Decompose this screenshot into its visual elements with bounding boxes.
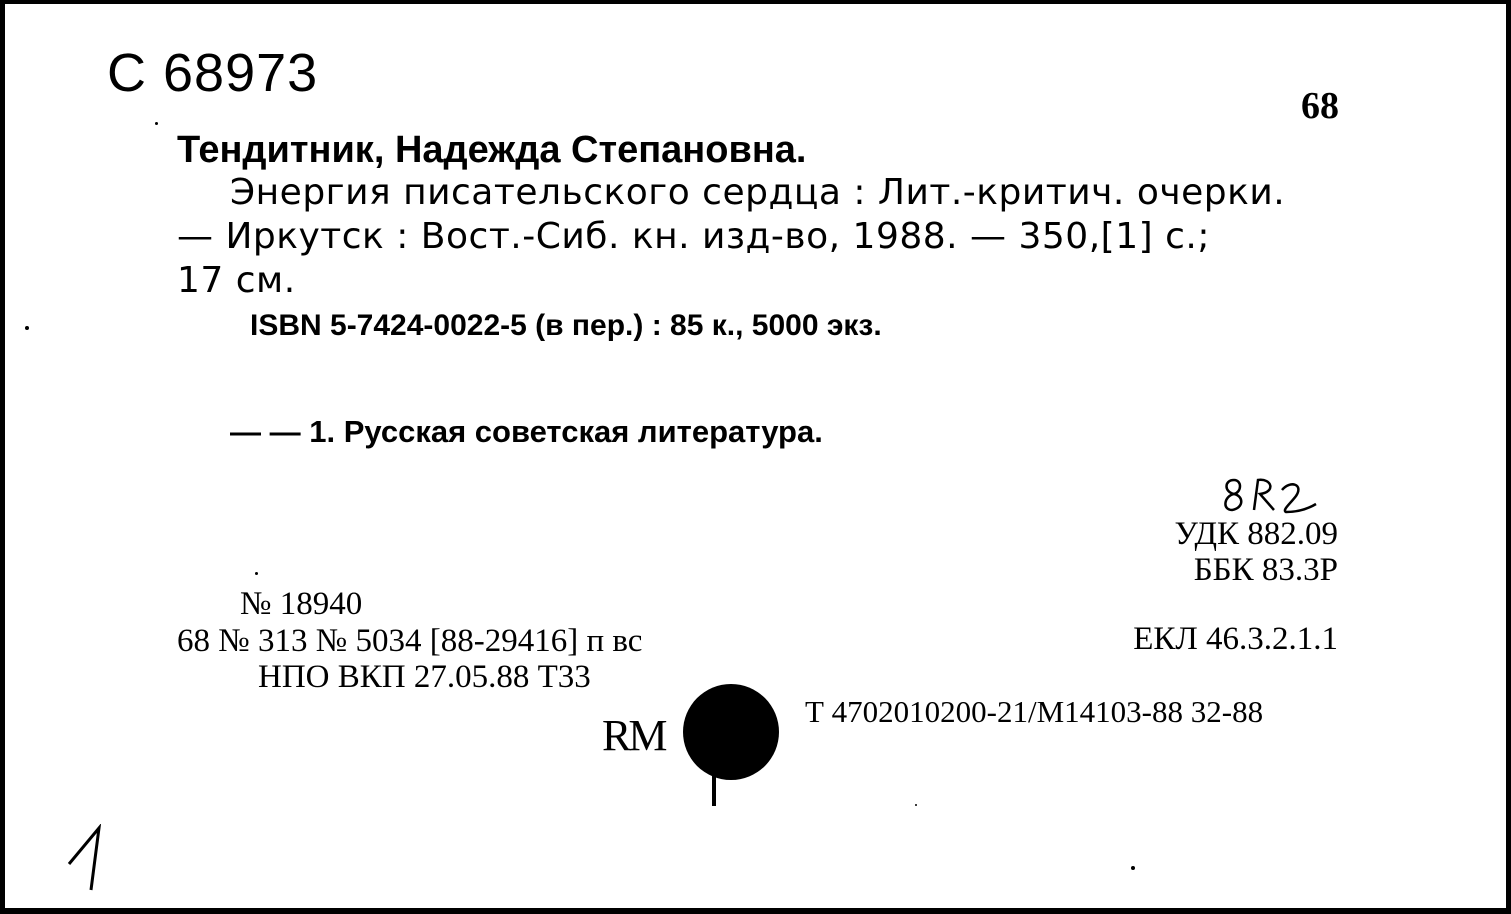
speck [1131,866,1135,870]
udk-code: УДК 882.09 [1174,516,1338,552]
speck [915,804,917,806]
speck [255,572,258,575]
punch-hole-tail [712,764,716,806]
speck [25,326,29,330]
handwritten-sheet-number [65,824,115,894]
registry-line: 68 № 313 № 5034 [88-29416] п вс [177,623,643,659]
handwritten-udk-correction [1220,474,1320,520]
order-number: № 18940 [240,586,363,622]
bbk-code: ББК 83.3Р [1193,552,1338,588]
title-line: Энергия писательского сердца : Лит.-критич. очерки. [230,172,1286,213]
speck [155,122,158,125]
isbn-line: ISBN 5-7424-0022-5 (в пер.) : 85 к., 5000 экз. [250,309,882,342]
size-line: 17 см. [177,260,296,301]
t-code-line: Т 4702010200-21/М14103-88 32-88 [805,694,1264,729]
rm-mark: RM [602,711,665,760]
call-number: С 68973 [107,43,319,103]
ekl-code: ЕКЛ 46.3.2.1.1 [1133,621,1338,657]
punch-hole [683,684,779,780]
imprint-line: — Иркутск : Вост.-Сиб. кн. изд-во, 1988. — 350,[1] с.; [177,216,1210,257]
npo-line: НПО ВКП 27.05.88 Т33 [258,659,591,695]
author-heading: Тендитник, Надежда Степановна. [177,129,807,171]
subject-heading: — — 1. Русская советская литература. [230,414,823,449]
corner-number: 68 [1301,85,1339,127]
